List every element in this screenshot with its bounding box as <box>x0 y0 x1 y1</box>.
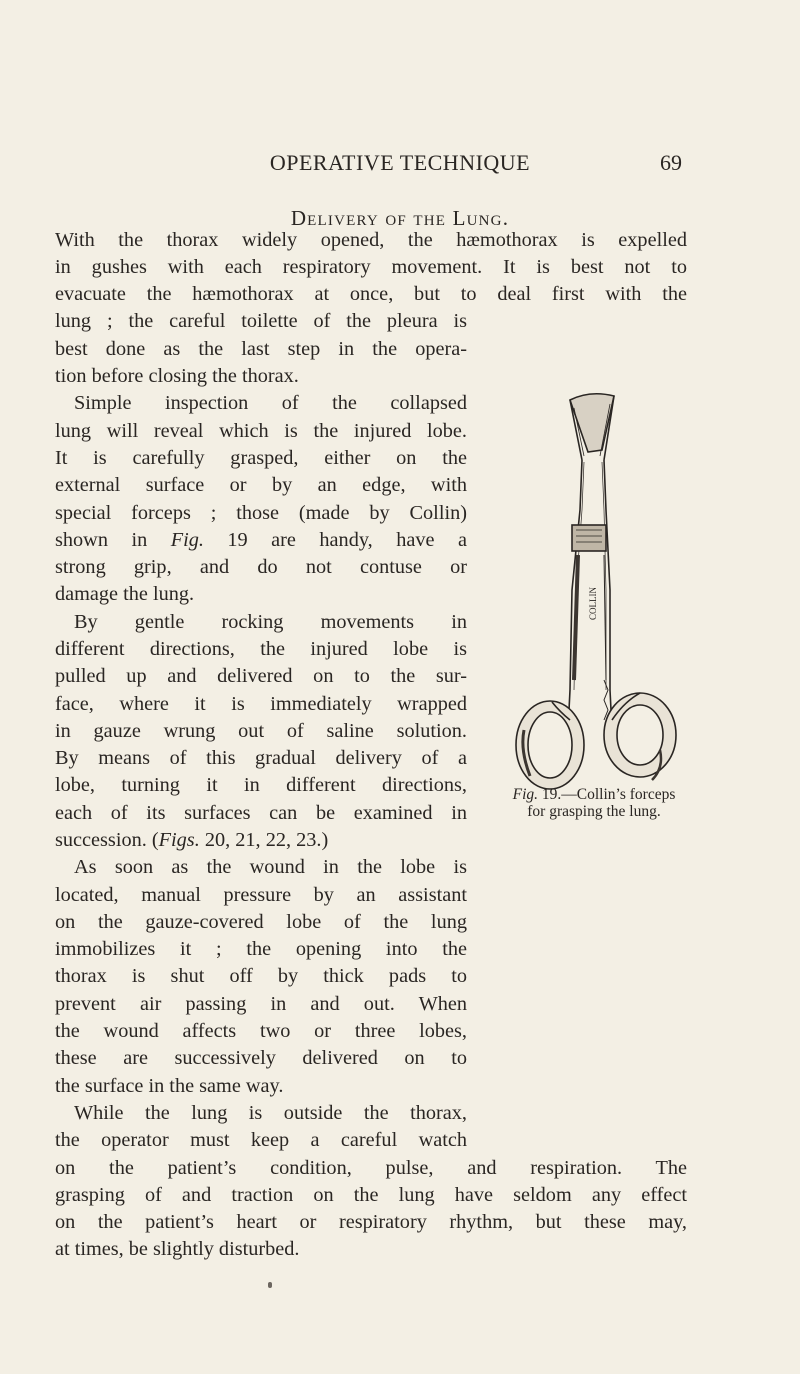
text-line: tion before closing the thorax. <box>55 365 299 387</box>
text-line: in gushes with each respiratory movement. It is best not to <box>55 256 687 278</box>
figure-label: Fig. <box>512 786 539 803</box>
text-line: these are successively delivered on to <box>55 1047 467 1069</box>
text-line: on the patient’s heart or respiratory rhythm, but these may, <box>55 1211 687 1233</box>
page-number: 69 <box>660 150 682 175</box>
text-line: grasping of and traction on the lung have seldom any effect <box>55 1184 687 1206</box>
text-line: best done as the last step in the opera- <box>55 338 467 360</box>
text-line: located, manual pressure by an assistant <box>55 884 467 906</box>
text-line: on the patient’s condition, pulse, and respiration. The <box>55 1157 687 1179</box>
text-line: on the gauze-covered lobe of the lung <box>55 911 467 933</box>
text-line: By means of this gradual delivery of a <box>55 747 467 769</box>
page-header <box>0 150 800 180</box>
running-head: OPERATIVE TECHNIQUE <box>269 150 531 175</box>
section-title: Delivery of the Lung. <box>290 206 510 230</box>
text-line: special forceps ; those (made by Collin) <box>55 502 467 524</box>
forceps-illustration <box>484 390 704 790</box>
text-line: the wound affects two or three lobes, <box>55 1020 467 1042</box>
figure-reference: Fig. <box>170 529 204 551</box>
text-line: evacuate the hæmothorax at once, but to deal first with the <box>55 283 687 305</box>
text-line: Simple inspection of the collapsed <box>74 392 467 414</box>
text-line: lung ; the careful toilette of the pleura is <box>55 310 467 332</box>
text-line: thorax is shut off by thick pads to <box>55 965 467 987</box>
text-line: different directions, the injured lobe is <box>55 638 467 660</box>
text-line: lobe, turning it in different directions, <box>55 774 467 796</box>
ink-speck <box>268 1282 272 1288</box>
text-line: in gauze wrung out of saline solution. <box>55 720 467 742</box>
text-line: the operator must keep a careful watch <box>55 1129 467 1151</box>
engraved-text: COLLIN <box>588 587 598 620</box>
text-line: immobilizes it ; the opening into the <box>55 938 467 960</box>
figure-caption: Fig. 19.—Collin’s forceps for grasping the lung. <box>512 786 676 820</box>
text-line: By gentle rocking movements in <box>74 611 467 633</box>
text-line: face, where it is immediately wrapped <box>55 693 467 715</box>
text-line: prevent air passing in and out. When <box>55 993 467 1015</box>
text-line: damage the lung. <box>55 583 195 605</box>
text-line: external surface or by an edge, with <box>55 474 467 496</box>
text-line: strong grip, and do not contuse or <box>55 556 467 578</box>
forceps-engraving <box>484 390 704 790</box>
text-line: shown in Fig. 19 are handy, have a <box>55 529 467 551</box>
text-line: the surface in the same way. <box>55 1075 284 1097</box>
text-line: While the lung is outside the thorax, <box>74 1102 467 1124</box>
text-line: As soon as the wound in the lobe is <box>74 856 467 878</box>
text-line: at times, be slightly disturbed. <box>55 1238 300 1260</box>
text-line: each of its surfaces can be examined in <box>55 802 467 824</box>
text-line: It is carefully grasped, either on the <box>55 447 467 469</box>
figure-reference: Figs. <box>158 829 200 851</box>
text-line: pulled up and delivered on to the sur- <box>55 665 467 687</box>
text-line: lung will reveal which is the injured lobe. <box>55 420 467 442</box>
text-line: With the thorax widely opened, the hæmothorax is expelled <box>55 229 687 251</box>
text-line: succession. (Figs. 20, 21, 22, 23.) <box>55 829 329 851</box>
